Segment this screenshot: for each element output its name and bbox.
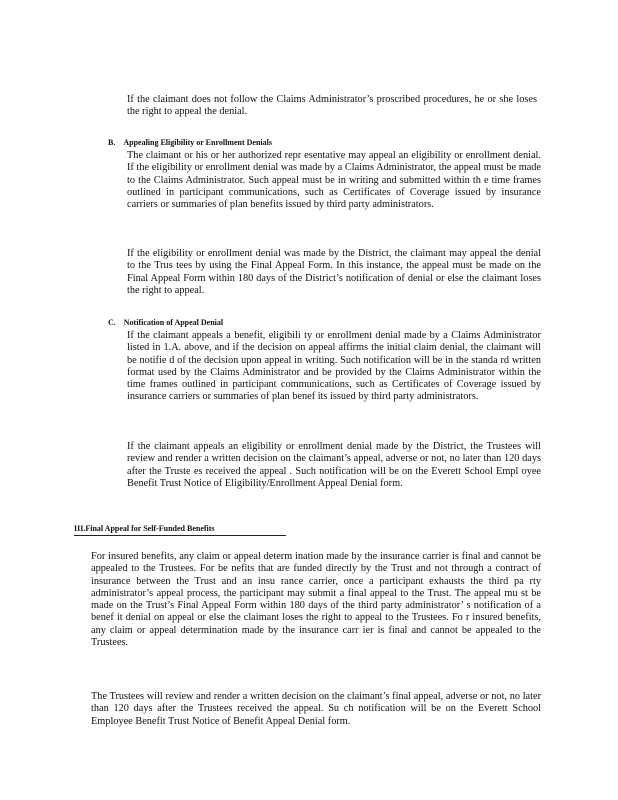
section-c-title: Notification of Appeal Denial (123, 318, 224, 327)
section-b-title: Appealing Eligibility or Enrollment Denials (123, 138, 272, 147)
section-c-letter: C. (108, 318, 116, 327)
section-iii-paragraph-1-text: For insured benefits, any claim or appeal determ ination made by the insurance carrier is final and cannot be appealed to the Trustees. For be nefits that are funded directly by the Trust and not through a contract of insurance between the Trust and an insu rance carrier, once a participant exhausts the third pa rty administrator’s appeal process, the participant may submit a final appeal to the Trust. The appeal mu st be made on the Trust’s Final Appeal Form within 180 days of the third party administrator’ s notification of a benef it denial on appeal or else the claimant loses the right to appeal to the Trustees. Fo r insured benefits, any claim or appeal determination made by the insurance carr ier is final and cannot be appealed to the Trustees. (91, 551, 541, 649)
section-c-heading (108, 318, 223, 328)
section-iii-paragraph-2 (91, 691, 541, 728)
section-c-paragraph-2 (127, 441, 541, 490)
intro-paragraph-text: If the claimant does not follow the Claims Administrator’s proscribed procedures, he or she loses the right to appeal the denial. (127, 94, 537, 118)
section-b-heading (108, 138, 272, 148)
section-b-paragraph-1-text: The claimant or his or her authorized repr esentative may appeal an eligibility or enrollment denial. If the eligibility or enrollment denial was made by a Claims Administrator, the appeal must be made to the Claims Administrator. Such appeal must be in writing and submitted within th e time frames outlined in participant communications, such as Certificates of Coverage issued by insurance carriers or summaries of plan benefits issued by third party administrators. (127, 150, 541, 211)
section-iii-paragraph-2-text: The Trustees will review and render a written decision on the claimant’s final appeal, adverse or not, no later than 120 days after the Trustees received the appeal. Su ch notification will be on the Everett School Employee Benefit Trust Notice of Benefit Appeal Denial form. (91, 691, 541, 727)
section-iii-title: III.Final Appeal for Self-Funded Benefits (74, 524, 215, 533)
section-c-paragraph-2-text: If the claimant appeals an eligibility or enrollment denial made by the District, the Trustees will review and render a written decision on the claimant’s appeal, adverse or not, no later than 120 days after the Truste es received the appeal . Such notification will be on the Everett School Empl oyee Benefit Trust Notice of Eligibility/Enrollment Appeal Denial form. (127, 441, 541, 489)
section-b-paragraph-1 (127, 150, 541, 211)
section-b-paragraph-2 (127, 248, 541, 297)
section-c-paragraph-1 (127, 330, 541, 404)
section-c-paragraph-1-text: If the claimant appeals a benefit, eligibili ty or enrollment denial made by a Claims Administrator listed in 1.A. above, and if the decision on appeal affirms the initial claim denial, the claimant will be notifie d of the decision upon appeal in writing. Such notification will be in the standa rd written format used by the Claims Administrator and be provided by the Claims Administrator within the time frames outlined in participant communications, such as Certificates of Coverage issued by insurance carriers or summaries of plan benef its issued by third party administrators. (127, 330, 541, 403)
section-b-paragraph-2-text: If the eligibility or enrollment denial was made by the District, the claimant may appeal the denial to the Trus tees by using the Final Appeal Form. In this instance, the appeal must be made on the Final Appeal Form within 180 days of the District’s notification of denial or else the claimant loses the right to appeal. (127, 248, 541, 296)
section-b-letter: B. (108, 138, 116, 147)
section-iii-underline (74, 535, 286, 536)
section-iii-paragraph-1 (91, 551, 541, 649)
intro-paragraph (127, 94, 537, 119)
